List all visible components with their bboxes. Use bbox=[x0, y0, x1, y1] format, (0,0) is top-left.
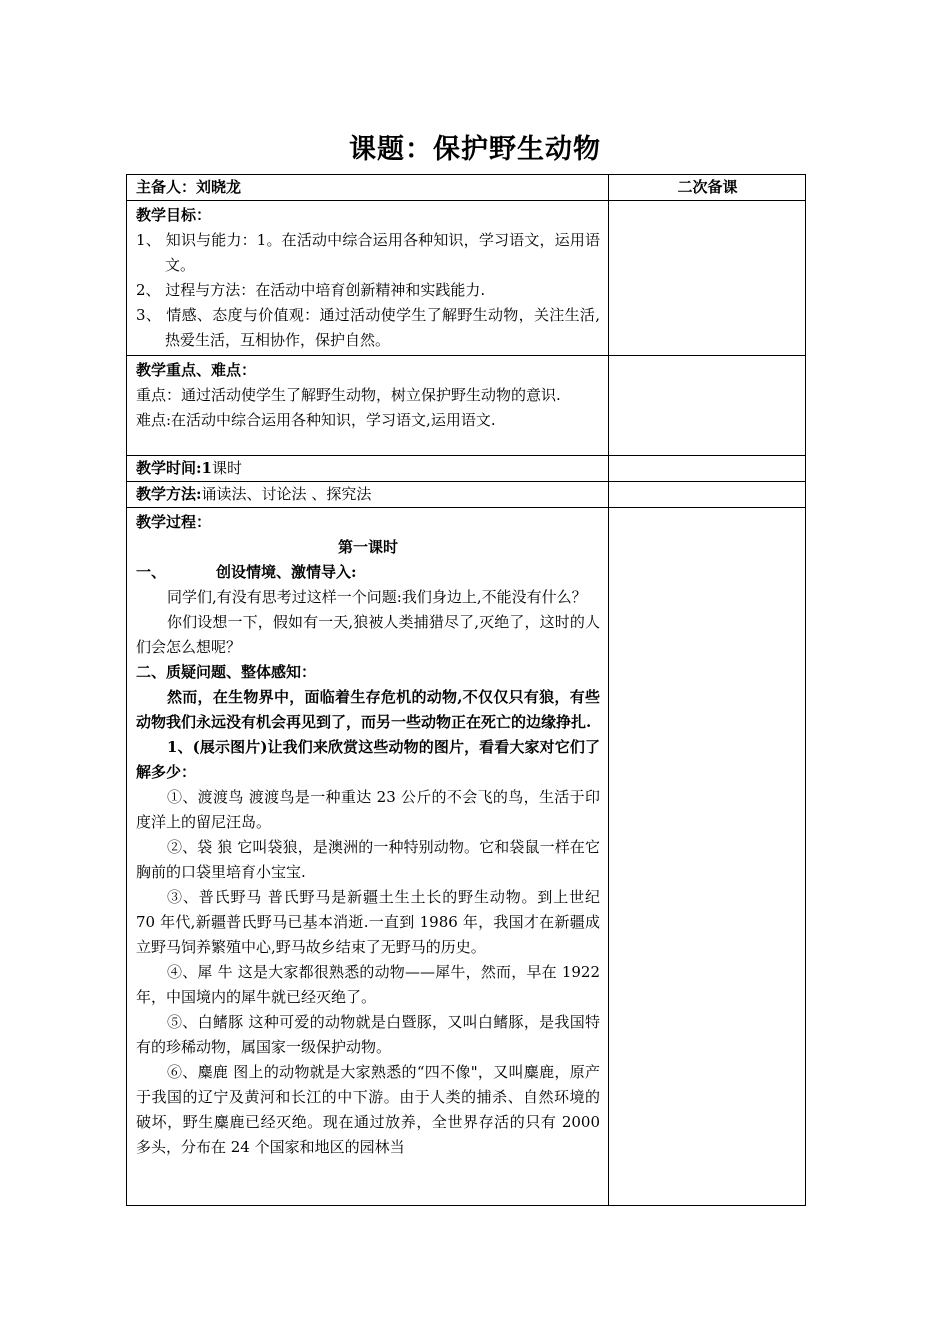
key-points-heading: 教学重点、难点： bbox=[136, 361, 257, 379]
second-prep-header: 二次备课 bbox=[609, 175, 806, 201]
section-heading: 二、质疑问题、整体感知： bbox=[136, 663, 317, 681]
objective-item: 1、 知识与能力：1。在活动中综合运用各种知识，学习语文，运用语文。 bbox=[136, 231, 600, 274]
paragraph: 同学们,有没有思考过这样一个问题:我们身边上,不能没有什么？ bbox=[167, 588, 587, 606]
process-cell bbox=[127, 508, 609, 1206]
lesson-plan-table bbox=[126, 174, 806, 1206]
paragraph: 你们设想一下，假如有一天,狼被人类捕猎尽了,灭绝了，这时的人们会怎么想呢？ bbox=[136, 613, 600, 656]
preparer-cell bbox=[127, 175, 609, 201]
method-label: 教学方法: bbox=[136, 485, 202, 503]
paragraph: 然而，在生物界中，面临着生存危机的动物,不仅仅只有狼，有些动物我们永远没有机会再见到了，而另一些动物正在死亡的边缘挣扎. bbox=[136, 688, 600, 731]
header-row bbox=[127, 175, 806, 201]
page-title: 课题：保护野生动物 bbox=[349, 134, 601, 165]
second-prep-cell bbox=[609, 508, 806, 1206]
method-row bbox=[127, 482, 806, 508]
method-cell bbox=[127, 482, 609, 508]
method-value: 诵读法、讨论法 、探究法 bbox=[201, 485, 372, 503]
second-prep-cell bbox=[609, 356, 806, 456]
section-title: 创设情境、激情导入: bbox=[216, 563, 357, 581]
key-point-text: 重点：通过活动使学生了解野生动物，树立保护野生动物的意识. bbox=[136, 386, 561, 404]
time-value: 课时 bbox=[211, 459, 242, 477]
second-prep-cell bbox=[609, 456, 806, 482]
paragraph: 1、(展示图片)让我们来欣赏这些动物的图片，看看大家对它们了解多少： bbox=[136, 738, 600, 781]
objective-item: 2、 过程与方法：在活动中培育创新精神和实践能力. bbox=[136, 281, 486, 299]
second-prep-cell bbox=[609, 201, 806, 356]
animal-item: ①、渡渡鸟 渡渡鸟是一种重达 23 公斤的不会飞的鸟，生活于印度洋上的留尼汪岛。 bbox=[136, 788, 600, 831]
second-prep-cell bbox=[609, 482, 806, 508]
difficult-point-text: 难点:在活动中综合运用各种知识，学习语文,运用语文. bbox=[136, 411, 496, 429]
animal-item: ⑤、白鳍豚 这种可爱的动物就是白暨豚，又叫白鳍豚，是我国特有的珍稀动物，属国家一级保护动物。 bbox=[136, 1013, 600, 1056]
lesson-title: 第一课时 bbox=[337, 538, 398, 556]
key-points-row bbox=[127, 356, 806, 456]
time-label: 教学时间:1 bbox=[136, 459, 212, 477]
objectives-cell bbox=[127, 201, 609, 356]
animal-item: ④、犀 牛 这是大家都很熟悉的动物——犀牛，然而，早在 1922 年，中国境内的犀牛就已经灭绝了。 bbox=[136, 963, 600, 1006]
section-heading bbox=[136, 560, 600, 585]
animal-item: ⑥、麋鹿 图上的动物就是大家熟悉的“四不像"，又叫麋鹿，原产于我国的辽宁及黄河和长江的中下游。由于人类的捕杀、自然环境的破坏，野生麋鹿已经灭绝。现在通过放养，全世界存活的只有 2000 多头，分布在 24 个国家和地区的园林当 bbox=[136, 1063, 600, 1156]
animal-item: ③、普氏野马 普氏野马是新疆土生土长的野生动物。到上世纪 70 年代,新疆普氏野马已基本消逝.一直到 1986 年，我国才在新疆成立野马饲养繁殖中心,野马故乡结束了无野马的历史。 bbox=[136, 888, 600, 956]
objectives-heading: 教学目标： bbox=[136, 206, 212, 224]
key-points-cell bbox=[127, 356, 609, 456]
preparer-name: 刘晓龙 bbox=[196, 178, 242, 196]
process-heading: 教学过程： bbox=[136, 513, 212, 531]
preparer-label: 主备人： bbox=[136, 178, 197, 196]
time-row bbox=[127, 456, 806, 482]
objectives-row bbox=[127, 201, 806, 356]
process-row bbox=[127, 508, 806, 1206]
time-cell bbox=[127, 456, 609, 482]
section-number: 一、 bbox=[136, 563, 167, 581]
animal-item: ②、袋 狼 它叫袋狼，是澳洲的一种特别动物。它和袋鼠一样在它胸前的口袋里培育小宝宝. bbox=[136, 838, 600, 881]
objective-item: 3、 情感、态度与价值观：通过活动使学生了解野生动物，关注生活,热爱生活，互相协作，保护自然。 bbox=[136, 306, 600, 349]
